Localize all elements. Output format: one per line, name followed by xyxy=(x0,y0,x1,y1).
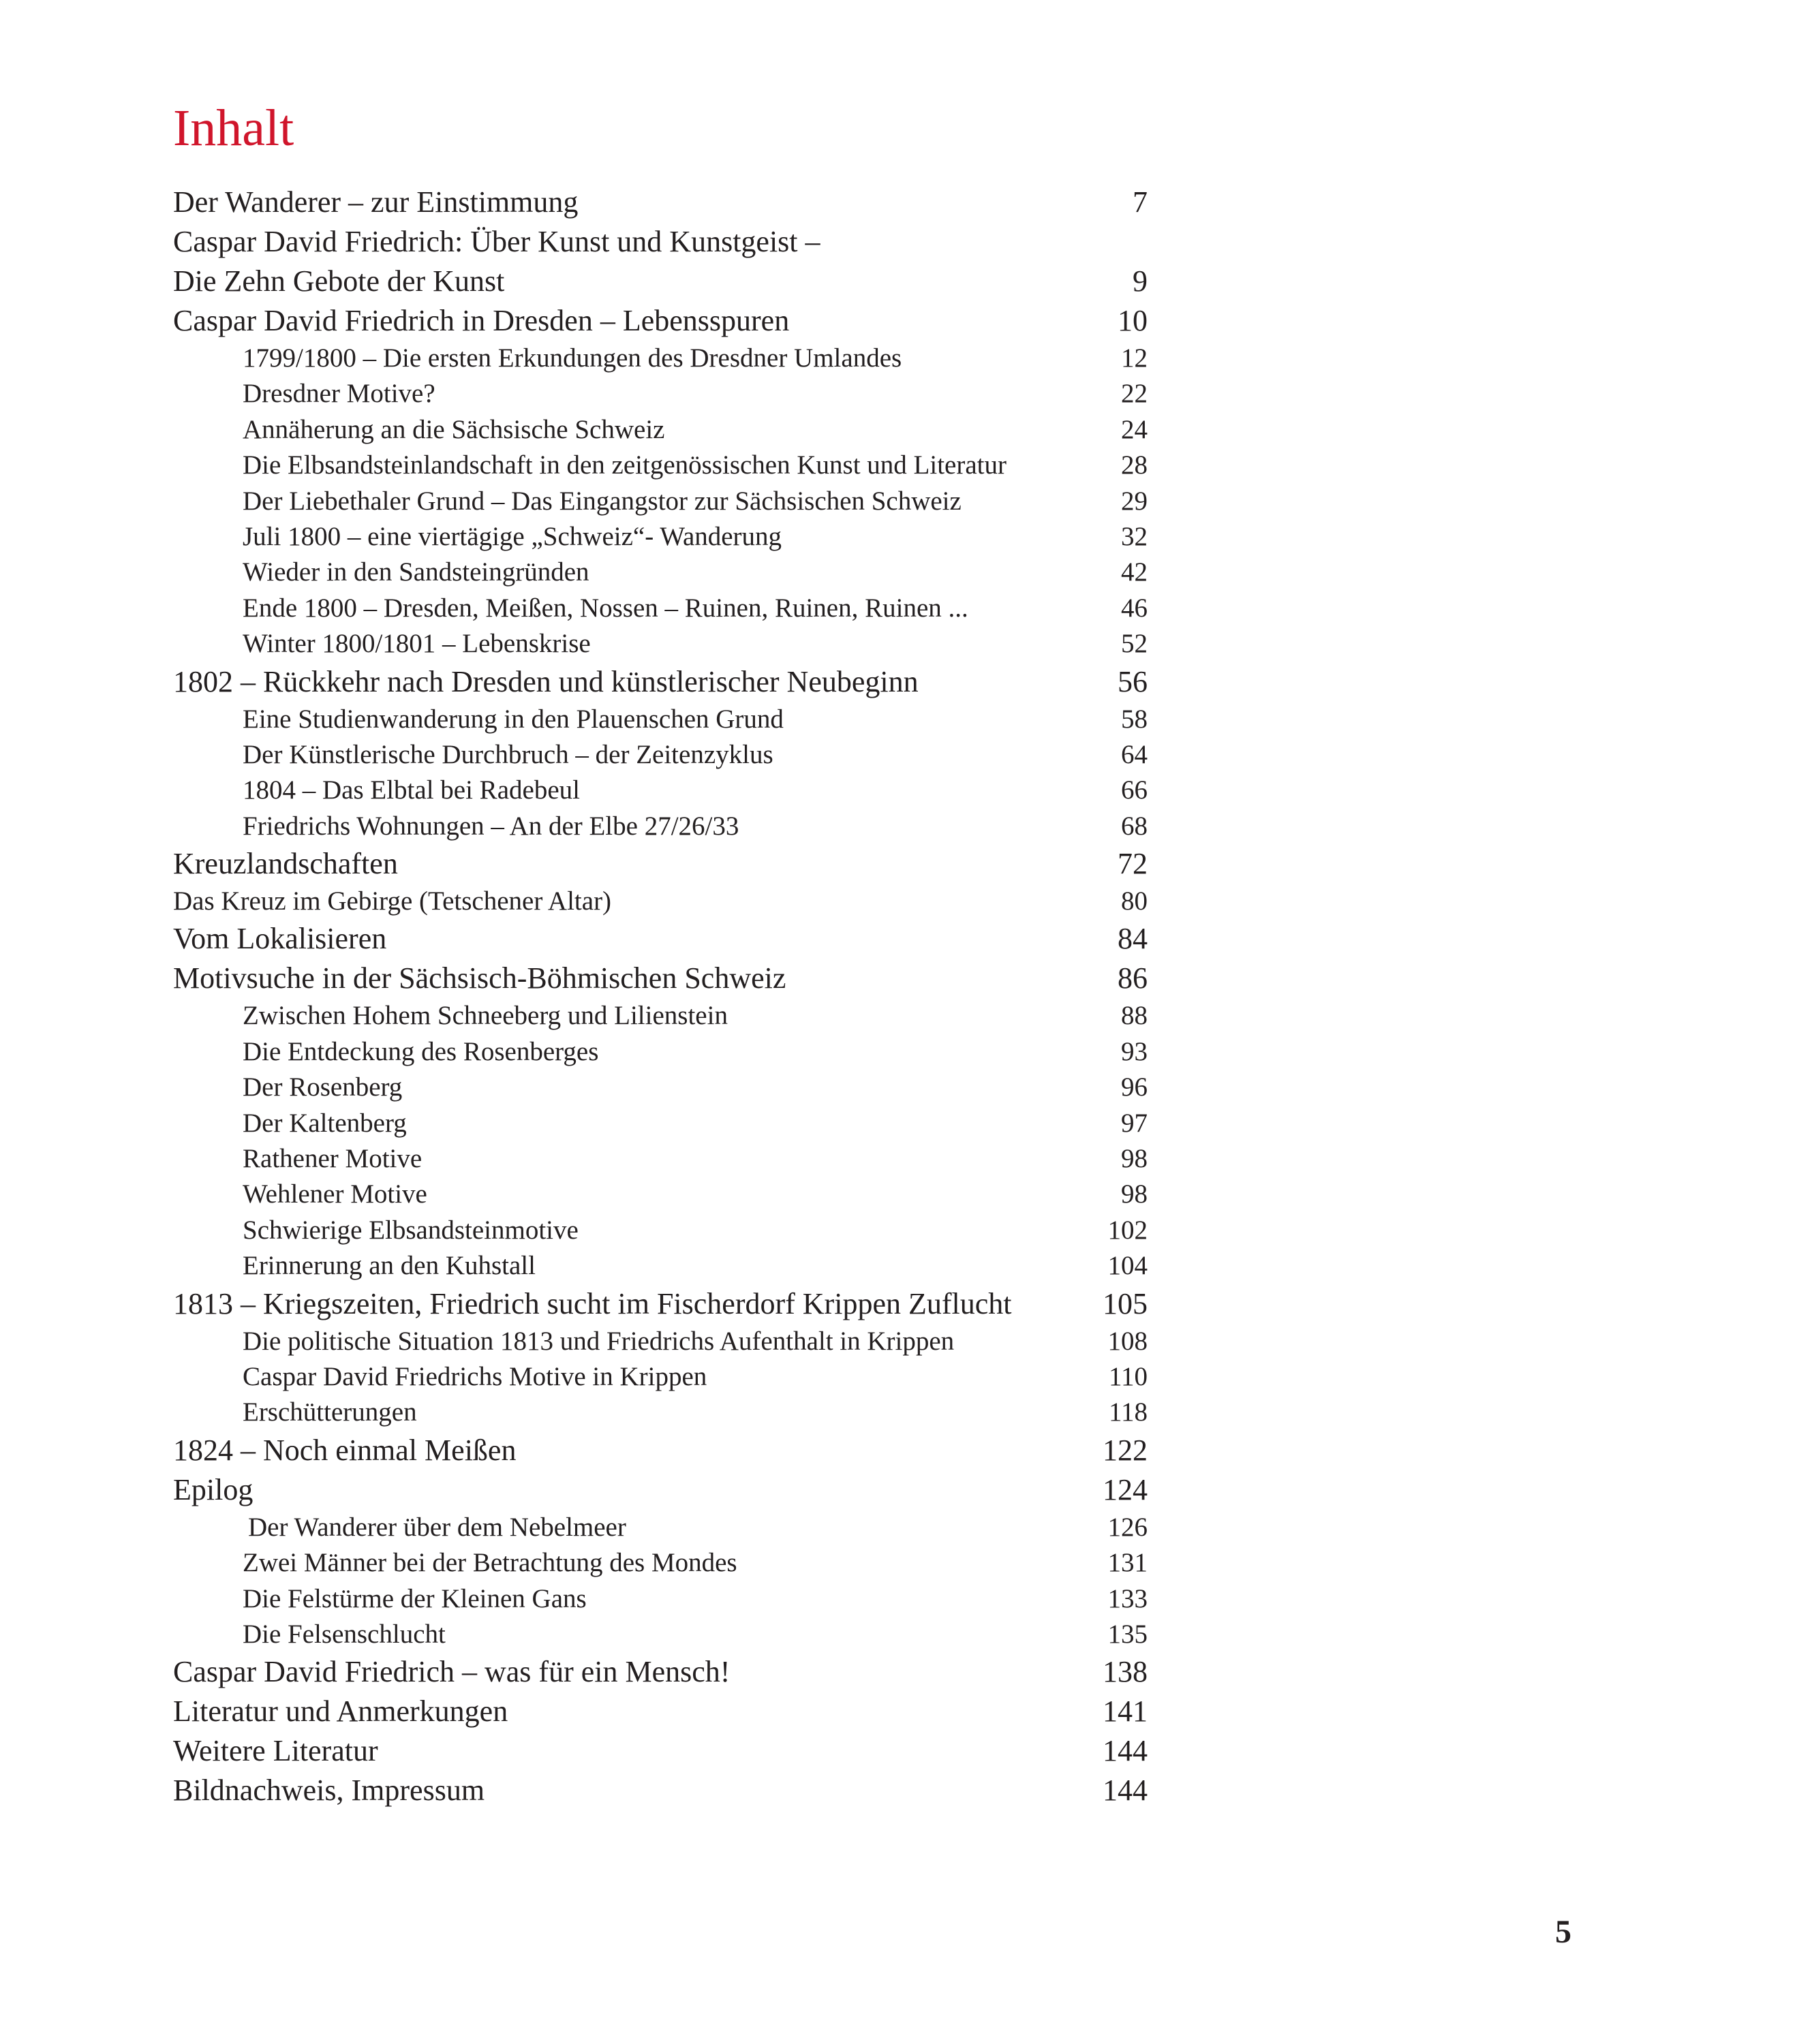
toc-subentry xyxy=(173,1510,1148,1545)
toc-entry xyxy=(173,183,1148,222)
toc-entry-page: 122 xyxy=(1103,1433,1148,1467)
toc-subentry xyxy=(173,484,1148,519)
toc-entry-title: Der Liebethaler Grund – Das Eingangstor zur Sächsischen Schweiz xyxy=(243,486,962,516)
toc-entry-title: Erschütterungen xyxy=(243,1397,417,1427)
toc-entry-title: Wieder in den Sandsteingründen xyxy=(243,557,589,587)
toc-entry-page: 131 xyxy=(1107,1548,1148,1578)
toc-entry-title: Der Kaltenberg xyxy=(243,1108,407,1138)
toc-subentry xyxy=(173,998,1148,1034)
toc-subentry xyxy=(173,1359,1148,1395)
toc-entry-title: Weitere Literatur xyxy=(173,1734,378,1768)
toc-entry-title: Winter 1800/1801 – Lebenskrise xyxy=(243,629,591,659)
toc-entry-page: 105 xyxy=(1103,1286,1148,1320)
toc-entry-page: 56 xyxy=(1118,664,1148,698)
toc-entry xyxy=(173,262,1148,301)
toc-entry-page: 52 xyxy=(1121,629,1148,659)
toc-subentry xyxy=(173,1177,1148,1212)
toc-subentry xyxy=(173,809,1148,844)
toc-entry-title: Die Felsenschlucht xyxy=(243,1619,446,1649)
toc-entry-page: 144 xyxy=(1103,1774,1148,1808)
toc-subentry xyxy=(173,1106,1148,1141)
toc-entry xyxy=(173,1731,1148,1771)
toc-entry-page: 108 xyxy=(1107,1326,1148,1356)
toc-entry-title: Der Rosenberg xyxy=(243,1072,403,1102)
page-number: 5 xyxy=(1555,1914,1571,1950)
toc-entry-title: Epilog xyxy=(173,1472,254,1506)
toc-entry-page: 9 xyxy=(1133,264,1148,298)
toc-entry-title: Caspar David Friedrichs Motive in Krippen xyxy=(243,1361,707,1391)
toc-subentry xyxy=(173,591,1148,626)
toc-entry xyxy=(173,959,1148,998)
toc-entry-title: Annäherung an die Sächsische Schweiz xyxy=(243,414,665,444)
toc-subentry xyxy=(173,341,1148,376)
toc-entry-page: 64 xyxy=(1121,739,1148,769)
toc-entry-page: 124 xyxy=(1103,1472,1148,1506)
toc-entry-title: Juli 1800 – eine viertägige „Schweiz“- Wanderung xyxy=(243,521,782,551)
toc-entry-title: Zwei Männer bei der Betrachtung des Mondes xyxy=(243,1548,737,1578)
toc-entry-page: 110 xyxy=(1108,1361,1148,1391)
toc-subentry xyxy=(173,737,1148,773)
toc-entry-page: 84 xyxy=(1118,922,1148,956)
toc-entry-page: 10 xyxy=(1118,304,1148,337)
toc-entry-page: 96 xyxy=(1121,1072,1148,1102)
toc-entry-title: Die Zehn Gebote der Kunst xyxy=(173,264,505,298)
toc-entry-page: 118 xyxy=(1108,1397,1148,1427)
toc-entry xyxy=(173,1431,1148,1470)
toc-entry-page: 66 xyxy=(1121,775,1148,805)
toc-entry-page: 98 xyxy=(1121,1179,1148,1209)
toc-entry-title: Die politische Situation 1813 und Friedrichs Aufenthalt in Krippen xyxy=(243,1326,955,1356)
toc-subentry xyxy=(173,376,1148,412)
toc-entry-page: 24 xyxy=(1121,414,1148,444)
toc-entry xyxy=(173,301,1148,341)
toc-entry-page: 88 xyxy=(1121,1001,1148,1031)
toc-subentry xyxy=(173,773,1148,808)
toc-entry-page: 28 xyxy=(1121,450,1148,480)
toc-entry-title: Das Kreuz im Gebirge (Tetschener Altar) xyxy=(173,886,612,916)
toc-entry xyxy=(173,1771,1148,1810)
toc-entry-title: Die Elbsandsteinlandschaft in den zeitgenössischen Kunst und Literatur xyxy=(243,450,1007,480)
toc-entry-title: 1802 – Rückkehr nach Dresden und künstlerischer Neubeginn xyxy=(173,664,919,698)
table-of-contents xyxy=(173,183,1148,1810)
toc-entry-title: 1824 – Noch einmal Meißen xyxy=(173,1433,517,1467)
toc-entry-title: Zwischen Hohem Schneeberg und Lilienstein xyxy=(243,1001,728,1031)
toc-entry-page: 72 xyxy=(1118,847,1148,881)
toc-subentry xyxy=(173,1395,1148,1430)
toc-entry-title: Erinnerung an den Kuhstall xyxy=(243,1251,536,1281)
toc-subentry xyxy=(173,1213,1148,1248)
toc-entry-title: Kreuzlandschaften xyxy=(173,847,398,881)
toc-heading: Inhalt xyxy=(173,99,294,157)
toc-entry-title: Literatur und Anmerkungen xyxy=(173,1694,508,1729)
toc-entry-title: Der Wanderer – zur Einstimmung xyxy=(173,185,579,219)
toc-entry-page: 133 xyxy=(1107,1583,1148,1613)
toc-subentry xyxy=(173,626,1148,662)
toc-subentry xyxy=(173,1617,1148,1652)
toc-entry-title: Rathener Motive xyxy=(243,1144,423,1174)
toc-entry-title: 1804 – Das Elbtal bei Radebeul xyxy=(243,775,580,805)
toc-subentry xyxy=(173,448,1148,483)
toc-subentry xyxy=(173,555,1148,590)
toc-entry-title: Vom Lokalisieren xyxy=(173,922,387,956)
toc-entry-page: 58 xyxy=(1121,704,1148,734)
toc-subentry xyxy=(173,1545,1148,1581)
toc-entry-title: Friedrichs Wohnungen – An der Elbe 27/26/33 xyxy=(243,811,739,841)
toc-entry-title: Caspar David Friedrich in Dresden – Lebensspuren xyxy=(173,304,790,337)
toc-entry-title: Die Felstürme der Kleinen Gans xyxy=(243,1583,587,1613)
toc-entry-page: 135 xyxy=(1107,1619,1148,1649)
toc-entry-title: Motivsuche in der Sächsisch-Böhmischen Schweiz xyxy=(173,961,786,995)
toc-entry-title: Der Wanderer über dem Nebelmeer xyxy=(248,1512,626,1542)
toc-entry-title: Caspar David Friedrich: Über Kunst und Kunstgeist – xyxy=(173,225,820,258)
toc-entry-page: 138 xyxy=(1103,1655,1148,1689)
toc-entry-title: Ende 1800 – Dresden, Meißen, Nossen – Ruinen, Ruinen, Ruinen ... xyxy=(243,593,968,623)
toc-entry-title: 1813 – Kriegszeiten, Friedrich sucht im Fischerdorf Krippen Zuflucht xyxy=(173,1286,1012,1320)
toc-entry-page: 98 xyxy=(1121,1144,1148,1174)
toc-entry-page: 80 xyxy=(1121,886,1148,916)
toc-entry-page: 144 xyxy=(1103,1734,1148,1768)
toc-entry xyxy=(173,884,1148,919)
toc-subentry xyxy=(173,1248,1148,1284)
toc-entry-page: 32 xyxy=(1121,521,1148,551)
toc-entry-page: 46 xyxy=(1121,593,1148,623)
toc-entry xyxy=(173,1470,1148,1510)
toc-entry-title: Bildnachweis, Impressum xyxy=(173,1774,485,1808)
toc-entry xyxy=(173,662,1148,702)
toc-entry xyxy=(173,844,1148,884)
toc-entry xyxy=(173,1652,1148,1692)
toc-subentry xyxy=(173,412,1148,448)
toc-entry-title: Der Künstlerische Durchbruch – der Zeitenzyklus xyxy=(243,739,773,769)
toc-entry xyxy=(173,1284,1148,1324)
toc-entry-page: 104 xyxy=(1107,1251,1148,1281)
toc-entry-title: Eine Studienwanderung in den Plauenschen Grund xyxy=(243,704,784,734)
toc-subentry xyxy=(173,519,1148,555)
toc-entry-page: 7 xyxy=(1133,185,1148,219)
toc-entry-page: 93 xyxy=(1121,1036,1148,1066)
toc-entry-page: 141 xyxy=(1103,1694,1148,1729)
toc-entry-page: 102 xyxy=(1107,1215,1148,1245)
toc-subentry xyxy=(173,1324,1148,1359)
toc-entry-page: 12 xyxy=(1121,343,1148,373)
toc-entry-title: Caspar David Friedrich – was für ein Mensch! xyxy=(173,1655,731,1689)
toc-entry-title: Wehlener Motive xyxy=(243,1179,427,1209)
toc-subentry xyxy=(173,1141,1148,1177)
toc-entry xyxy=(173,1692,1148,1731)
toc-entry xyxy=(173,222,1148,262)
toc-entry-page: 42 xyxy=(1121,557,1148,587)
toc-entry-page: 97 xyxy=(1121,1108,1148,1138)
toc-entry-page: 86 xyxy=(1118,961,1148,995)
toc-entry-title: 1799/1800 – Die ersten Erkundungen des Dresdner Umlandes xyxy=(243,343,902,373)
toc-entry-page: 22 xyxy=(1121,379,1148,409)
toc-entry-title: Dresdner Motive? xyxy=(243,379,435,409)
toc-subentry xyxy=(173,1581,1148,1617)
toc-entry xyxy=(173,919,1148,959)
toc-entry-page: 68 xyxy=(1121,811,1148,841)
toc-entry-title: Schwierige Elbsandsteinmotive xyxy=(243,1215,579,1245)
toc-entry-page: 126 xyxy=(1107,1512,1148,1542)
toc-subentry xyxy=(173,702,1148,737)
toc-subentry xyxy=(173,1034,1148,1070)
toc-entry-title: Die Entdeckung des Rosenberges xyxy=(243,1036,599,1066)
toc-subentry xyxy=(173,1070,1148,1105)
toc-entry-page: 29 xyxy=(1121,486,1148,516)
